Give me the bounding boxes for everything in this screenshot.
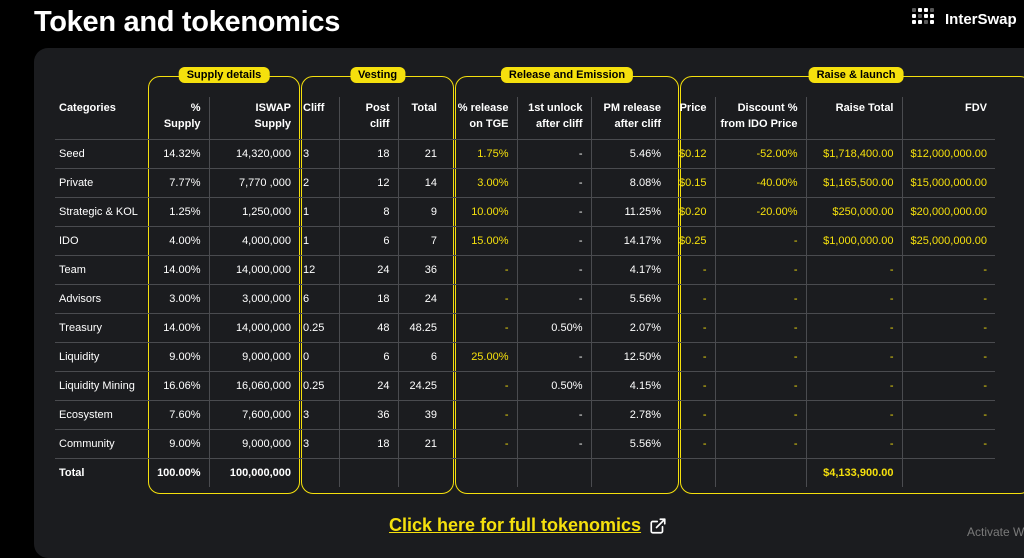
cell-total: 7	[398, 227, 445, 256]
cell-first-unlock: -	[517, 140, 591, 169]
cell-fdv: -	[902, 430, 995, 459]
cell-release-tge: -	[445, 256, 517, 285]
total-row	[55, 459, 995, 488]
cell-iswap-supply: 9,000,000	[209, 430, 299, 459]
cell-iswap-supply: 14,000,000	[209, 256, 299, 285]
table-row	[55, 430, 995, 459]
cell-total	[398, 459, 445, 488]
cell-release-tge: 1.75%	[445, 140, 517, 169]
cell-pm-release: 12.50%	[591, 343, 669, 372]
cell-post-cliff: 24	[339, 372, 398, 401]
cell-fdv: -	[902, 401, 995, 430]
cell-discount: -20.00%	[715, 198, 806, 227]
cell-cliff	[299, 459, 339, 488]
cell-raise-total: $4,133,900.00	[806, 459, 902, 488]
col-header-release-tge: % release on TGE	[457, 102, 509, 130]
cell-fdv: -	[902, 372, 995, 401]
cell-cliff: 2	[299, 169, 339, 198]
cell-release-tge: -	[445, 314, 517, 343]
cell-discount: -52.00%	[715, 140, 806, 169]
cell-raise-total: -	[806, 430, 902, 459]
cell-release-tge: 10.00%	[445, 198, 517, 227]
cell-raise-total: $250,000.00	[806, 198, 902, 227]
col-header-pct-supply: % Supply	[163, 102, 201, 130]
cell-total: 39	[398, 401, 445, 430]
table-row	[55, 343, 995, 372]
cell-category: Seed	[55, 140, 149, 169]
cell-first-unlock: 0.50%	[517, 314, 591, 343]
cell-pct-supply: 14.00%	[149, 256, 209, 285]
cell-pct-supply: 100.00%	[149, 459, 209, 488]
cell-raise-total: -	[806, 343, 902, 372]
cell-post-cliff: 18	[339, 285, 398, 314]
release-emission-label: Release and Emission	[501, 67, 633, 83]
vesting-label: Vesting	[350, 67, 405, 83]
col-header-fdv: FDV	[902, 97, 995, 140]
cell-discount: -	[715, 285, 806, 314]
cell-post-cliff: 8	[339, 198, 398, 227]
cell-total: 14	[398, 169, 445, 198]
cell-pm-release: 5.46%	[591, 140, 669, 169]
cell-pct-supply: 7.77%	[149, 169, 209, 198]
table-row	[55, 256, 995, 285]
cell-price: -	[669, 343, 715, 372]
cell-release-tge: 15.00%	[445, 227, 517, 256]
col-header-post-cliff: Post cliff	[339, 97, 398, 140]
cell-iswap-supply: 4,000,000	[209, 227, 299, 256]
cell-iswap-supply: 7,770 ,000	[209, 169, 299, 198]
cell-fdv: -	[902, 314, 995, 343]
cell-pct-supply: 14.32%	[149, 140, 209, 169]
raise-launch-label: Raise & launch	[809, 67, 904, 83]
table-row	[55, 401, 995, 430]
cell-category: Private	[55, 169, 149, 198]
cell-price: $0.20	[669, 198, 715, 227]
cell-total: 48.25	[398, 314, 445, 343]
cell-discount: -	[715, 430, 806, 459]
cell-total: 21	[398, 430, 445, 459]
cell-release-tge	[445, 459, 517, 488]
cell-cliff: 3	[299, 140, 339, 169]
cell-raise-total: $1,718,400.00	[806, 140, 902, 169]
cell-category: Ecosystem	[55, 401, 149, 430]
cell-price: $0.12	[669, 140, 715, 169]
cell-pct-supply: 14.00%	[149, 314, 209, 343]
cell-cliff: 6	[299, 285, 339, 314]
cell-cliff: 0.25	[299, 372, 339, 401]
cell-raise-total: -	[806, 314, 902, 343]
cell-raise-total: -	[806, 372, 902, 401]
cell-price: -	[669, 401, 715, 430]
cell-discount: -	[715, 256, 806, 285]
cell-price: -	[669, 372, 715, 401]
col-header-pm-release: PM release after cliff	[591, 97, 669, 140]
cell-category: Strategic & KOL	[55, 198, 149, 227]
cell-iswap-supply: 16,060,000	[209, 372, 299, 401]
cell-cliff: 1	[299, 227, 339, 256]
cell-price: $0.25	[669, 227, 715, 256]
cell-pm-release: 5.56%	[591, 285, 669, 314]
cell-post-cliff: 24	[339, 256, 398, 285]
cell-price: -	[669, 256, 715, 285]
cell-discount: -	[715, 227, 806, 256]
page-title: Token and tokenomics	[34, 6, 341, 38]
cell-release-tge: -	[445, 430, 517, 459]
table-row	[55, 314, 995, 343]
cell-discount: -	[715, 343, 806, 372]
cell-pct-supply: 4.00%	[149, 227, 209, 256]
table-row	[55, 285, 995, 314]
cell-pct-supply: 9.00%	[149, 430, 209, 459]
cell-fdv: $15,000,000.00	[902, 169, 995, 198]
cell-pm-release: 4.15%	[591, 372, 669, 401]
cell-post-cliff: 18	[339, 430, 398, 459]
cell-pct-supply: 3.00%	[149, 285, 209, 314]
cell-category: Community	[55, 430, 149, 459]
cell-release-tge: 3.00%	[445, 169, 517, 198]
cell-total: 36	[398, 256, 445, 285]
cell-pm-release: 2.07%	[591, 314, 669, 343]
cell-first-unlock: -	[517, 169, 591, 198]
cell-first-unlock: -	[517, 227, 591, 256]
cell-fdv: $25,000,000.00	[902, 227, 995, 256]
cell-discount: -40.00%	[715, 169, 806, 198]
external-link-icon[interactable]	[649, 517, 667, 535]
supply-details-label: Supply details	[179, 67, 270, 83]
cell-first-unlock: -	[517, 401, 591, 430]
cell-discount	[715, 459, 806, 488]
cell-first-unlock: -	[517, 430, 591, 459]
cell-price	[669, 459, 715, 488]
tokenomics-table	[55, 97, 995, 487]
cell-release-tge: -	[445, 285, 517, 314]
cell-fdv: -	[902, 343, 995, 372]
cell-first-unlock: -	[517, 285, 591, 314]
cell-total: 6	[398, 343, 445, 372]
cell-cliff: 3	[299, 430, 339, 459]
cell-discount: -	[715, 372, 806, 401]
col-header-categories: Categories	[59, 102, 116, 114]
col-header-raise-total: Raise Total	[806, 97, 902, 140]
cell-cliff: 12	[299, 256, 339, 285]
cell-fdv	[902, 459, 995, 488]
cell-pct-supply: 9.00%	[149, 343, 209, 372]
cell-raise-total: -	[806, 401, 902, 430]
cell-post-cliff: 6	[339, 343, 398, 372]
cell-iswap-supply: 14,000,000	[209, 314, 299, 343]
brand-name: InterSwap	[945, 10, 1017, 28]
cell-fdv: -	[902, 285, 995, 314]
cell-post-cliff: 36	[339, 401, 398, 430]
cell-total: 9	[398, 198, 445, 227]
col-header-iswap-supply: ISWAP Supply	[209, 97, 299, 140]
cell-price: -	[669, 285, 715, 314]
cell-category: Liquidity Mining	[55, 372, 149, 401]
cell-category: IDO	[55, 227, 149, 256]
cell-total: 24	[398, 285, 445, 314]
cell-fdv: $12,000,000.00	[902, 140, 995, 169]
cell-discount: -	[715, 401, 806, 430]
cell-discount: -	[715, 314, 806, 343]
cell-iswap-supply: 14,320,000	[209, 140, 299, 169]
cell-price: $0.15	[669, 169, 715, 198]
cell-category: Total	[55, 459, 149, 488]
table-row	[55, 227, 995, 256]
col-header-total: Total	[398, 97, 445, 140]
cell-pm-release: 8.08%	[591, 169, 669, 198]
cell-pct-supply: 7.60%	[149, 401, 209, 430]
cell-cliff: 0	[299, 343, 339, 372]
cell-category: Advisors	[55, 285, 149, 314]
table-row	[55, 140, 995, 169]
full-tokenomics-link-label[interactable]: Click here for full tokenomics	[389, 515, 642, 535]
col-header-discount: Discount % from IDO Price	[715, 97, 806, 140]
cell-cliff: 1	[299, 198, 339, 227]
cell-pm-release: 4.17%	[591, 256, 669, 285]
col-header-price: Price	[679, 102, 707, 114]
cell-iswap-supply: 3,000,000	[209, 285, 299, 314]
cell-iswap-supply: 100,000,000	[209, 459, 299, 488]
cell-pm-release: 5.56%	[591, 430, 669, 459]
cell-release-tge: -	[445, 401, 517, 430]
cell-iswap-supply: 7,600,000	[209, 401, 299, 430]
cell-category: Liquidity	[55, 343, 149, 372]
cell-cliff: 3	[299, 401, 339, 430]
table-row	[55, 372, 995, 401]
cell-total: 21	[398, 140, 445, 169]
cell-release-tge: -	[445, 372, 517, 401]
cell-fdv: -	[902, 256, 995, 285]
cell-pm-release: 11.25%	[591, 198, 669, 227]
cell-price: -	[669, 430, 715, 459]
col-header-first-unlock: 1st unlock after cliff	[517, 97, 591, 140]
cell-post-cliff: 48	[339, 314, 398, 343]
interswap-logo-icon	[912, 8, 936, 30]
cell-post-cliff: 12	[339, 169, 398, 198]
cell-raise-total: -	[806, 256, 902, 285]
cell-pm-release: 2.78%	[591, 401, 669, 430]
cell-first-unlock: -	[517, 256, 591, 285]
table-row	[55, 198, 995, 227]
cell-pct-supply: 1.25%	[149, 198, 209, 227]
cell-first-unlock: -	[517, 343, 591, 372]
interswap-logo	[912, 8, 1017, 30]
cell-raise-total: $1,165,500.00	[806, 169, 902, 198]
col-header-cliff: Cliff	[303, 102, 325, 114]
cell-pct-supply: 16.06%	[149, 372, 209, 401]
cell-post-cliff: 6	[339, 227, 398, 256]
cell-category: Treasury	[55, 314, 149, 343]
cell-price: -	[669, 314, 715, 343]
cell-post-cliff: 18	[339, 140, 398, 169]
cell-post-cliff	[339, 459, 398, 488]
cell-release-tge: 25.00%	[445, 343, 517, 372]
full-tokenomics-link[interactable]	[389, 515, 667, 536]
cell-pm-release	[591, 459, 669, 488]
cell-first-unlock: -	[517, 198, 591, 227]
cell-first-unlock: 0.50%	[517, 372, 591, 401]
cell-category: Team	[55, 256, 149, 285]
cell-total: 24.25	[398, 372, 445, 401]
cell-raise-total: $1,000,000.00	[806, 227, 902, 256]
cell-cliff: 0.25	[299, 314, 339, 343]
cell-raise-total: -	[806, 285, 902, 314]
cell-pm-release: 14.17%	[591, 227, 669, 256]
table-header-row	[55, 97, 995, 140]
cell-first-unlock	[517, 459, 591, 488]
cell-iswap-supply: 1,250,000	[209, 198, 299, 227]
table-row	[55, 169, 995, 198]
cell-fdv: $20,000,000.00	[902, 198, 995, 227]
cell-iswap-supply: 9,000,000	[209, 343, 299, 372]
activation-watermark: Activate W	[967, 525, 1024, 539]
